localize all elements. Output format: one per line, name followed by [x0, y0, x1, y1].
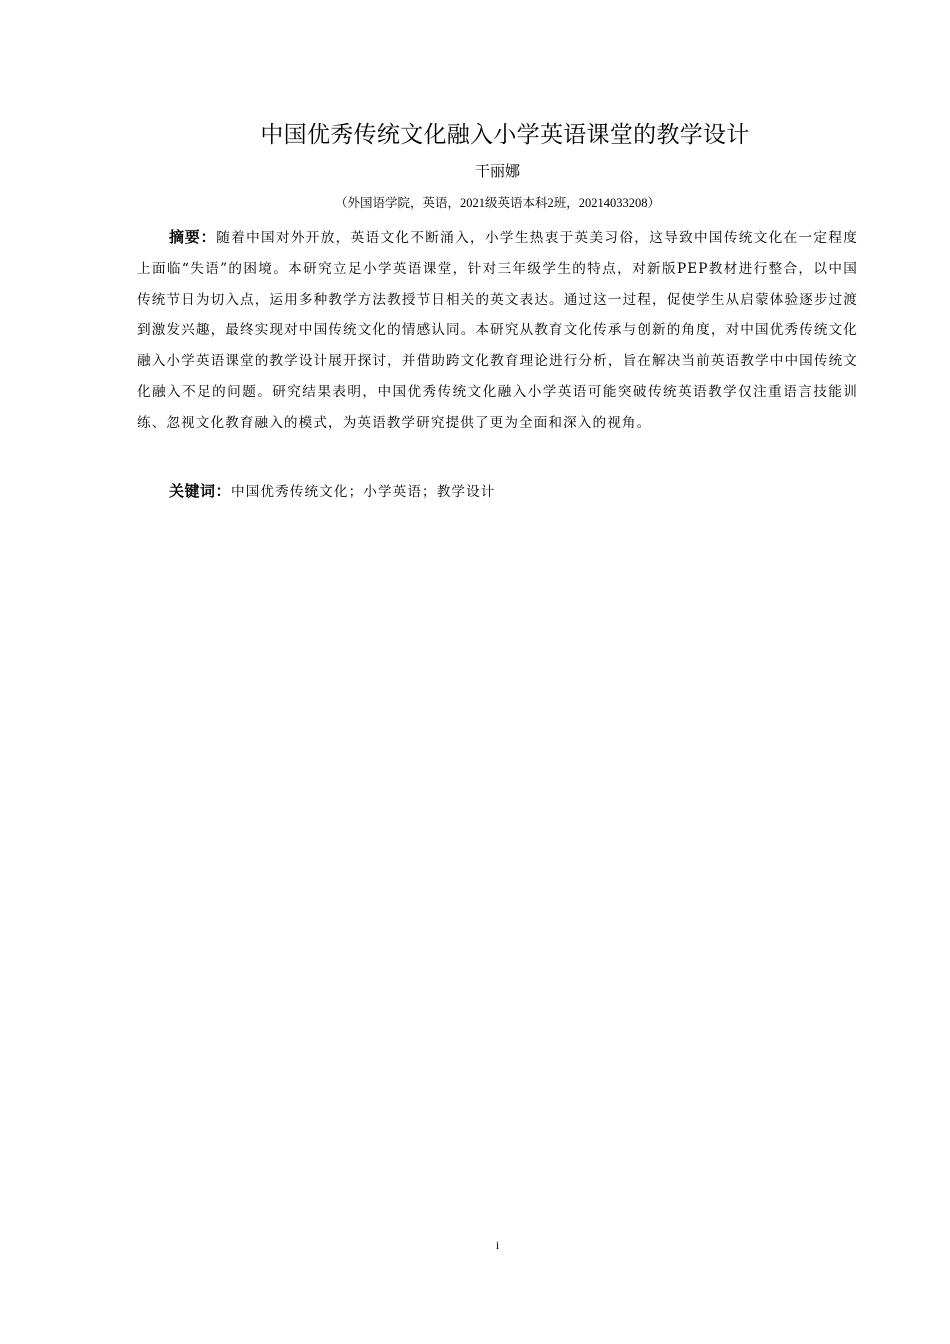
author-affiliation: （外国语学院，英语，2021级英语本科2班，20214033208） — [334, 196, 660, 210]
abstract-paragraph — [137, 222, 858, 439]
abstract-text: 随着中国对外开放，英语文化不断涌入，小学生热衷于英美习俗，这导致中国传统文化在一定程度上面临“失语”的困境。本研究立足小学英语课堂，针对三年级学生的特点，对新版PEP教材进行整合，以中国传统节日为切入点，运用多种教学方法教授节日相关的英文表达。通过这一过程，促使学生从启蒙体验逐步过渡到激发兴趣，最终实现对中国传统文化的情感认同。本研究从教育文化传承与创新的角度，对中国优秀传统文化融入小学英语课堂的教学设计展开探讨，并借助跨文化教育理论进行分析，旨在解决当前英语教学中中国传统文化融入不足的问题。研究结果表明，中国优秀传统文化融入小学英语可能突破传统英语教学仅注重语言技能训练、忽视文化教育融入的模式，为英语教学研究提供了更为全面和深入的视角。 — [137, 230, 858, 431]
keywords-line — [169, 478, 859, 505]
abstract-label: 摘要： — [169, 228, 217, 246]
keywords-text: 中国优秀传统文化；小学英语；教学设计 — [231, 484, 496, 500]
keywords-label: 关键词： — [169, 482, 232, 500]
page-number: i — [495, 1238, 500, 1252]
document-title: 中国优秀传统文化融入小学英语课堂的教学设计 — [260, 122, 750, 148]
author-name: 干丽娜 — [474, 162, 520, 180]
